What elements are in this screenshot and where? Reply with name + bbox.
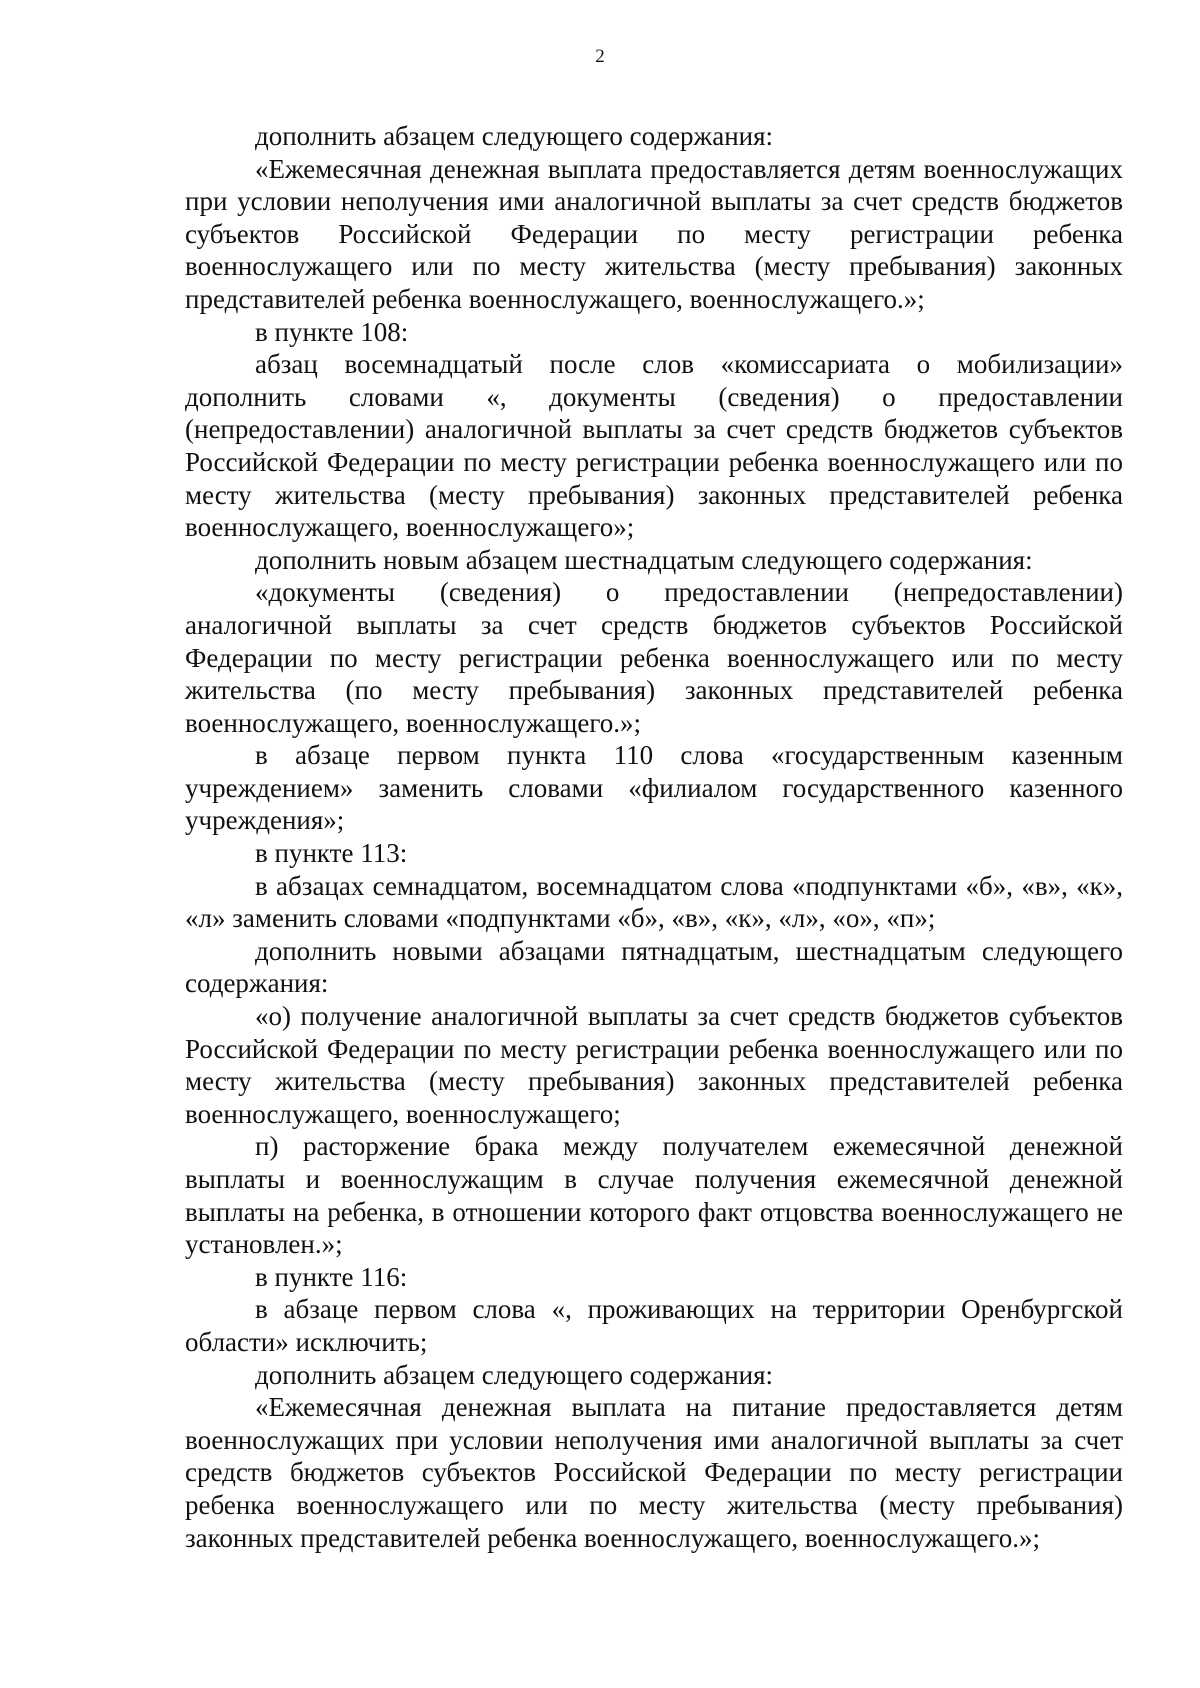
paragraph: дополнить новыми абзацами пятнадцатым, шестнадцатым следующего содержания: xyxy=(185,935,1123,999)
paragraph: п) расторжение брака между получателем ежемесячной денежной выплаты и военнослужащим в случае получения ежемесячной денежной выплаты на ребенка, в отношении которого факт отцовства военнослужащего не установлен.»; xyxy=(185,1131,1123,1260)
page-number: 2 xyxy=(595,46,605,67)
paragraph: в абзаце первом слова «, проживающих на территории Оренбургской области» исключить; xyxy=(185,1294,1123,1357)
paragraph: в пункте 108: xyxy=(255,316,409,347)
paragraph: абзац восемнадцатый после слов «комиссариата о мобилизации» дополнить словами «, документы (сведения) о предоставлении (непредоставлении) аналогичной выплаты за счет средств бюджетов субъектов Российской Федерации по месту регистрации ребенка военнослужащего или по месту жительства (месту пребывания) законных представителей ребенка военнослужащего, военнослужащего»; xyxy=(185,349,1123,543)
document-body xyxy=(185,120,1123,1554)
paragraph: дополнить новым абзацем шестнадцатым следующего содержания: xyxy=(255,544,1033,575)
paragraph: «Ежемесячная денежная выплата предоставляется детям военнослужащих при условии неполучения ими аналогичной выплаты за счет средств бюджетов субъектов Российской Федерации по месту регистрации ребенка военнослужащего или по месту жительства (месту пребывания) законных представителей ребенка военнослужащего, военнослужащего.»; xyxy=(185,153,1123,314)
paragraph: в пункте 116: xyxy=(255,1261,408,1292)
paragraph: «документы (сведения) о предоставлении (непредоставлении) аналогичной выплаты за счет средств бюджетов субъектов Российской Федерации по месту регистрации ребенка военнослужащего или по месту жительства (по месту пребывания) законных представителей ребенка военнослужащего, военнослужащего.»; xyxy=(185,577,1123,738)
paragraph: «о) получение аналогичной выплаты за счет средств бюджетов субъектов Российской Федерации по месту регистрации ребенка военнослужащего или по месту жительства (месту пребывания) законных представителей ребенка военнослужащего, военнослужащего; xyxy=(185,1001,1123,1129)
paragraph: в абзацах семнадцатом, восемнадцатом слова «подпунктами «б», «в», «к», «л» заменить словами «подпунктами «б», «в», «к», «л», «о», «п»; xyxy=(185,870,1123,934)
paragraph: в пункте 113: xyxy=(255,838,408,869)
paragraph: «Ежемесячная денежная выплата на питание предоставляется детям военнослужащих при условии неполучения ими аналогичной выплаты за счет средств бюджетов субъектов Российской Федерации по месту регистрации ребенка военнослужащего или по месту жительства (месту пребывания) законных представителей ребенка военнослужащего, военнослужащего.»; xyxy=(185,1392,1123,1553)
paragraph: дополнить абзацем следующего содержания: xyxy=(255,121,774,151)
paragraph: в абзаце первом пункта 110 слова «государственным казенным учреждением» заменить словами «филиалом государственного казенного учреждения»; xyxy=(185,740,1123,836)
paragraph: дополнить абзацем следующего содержания: xyxy=(255,1359,774,1390)
